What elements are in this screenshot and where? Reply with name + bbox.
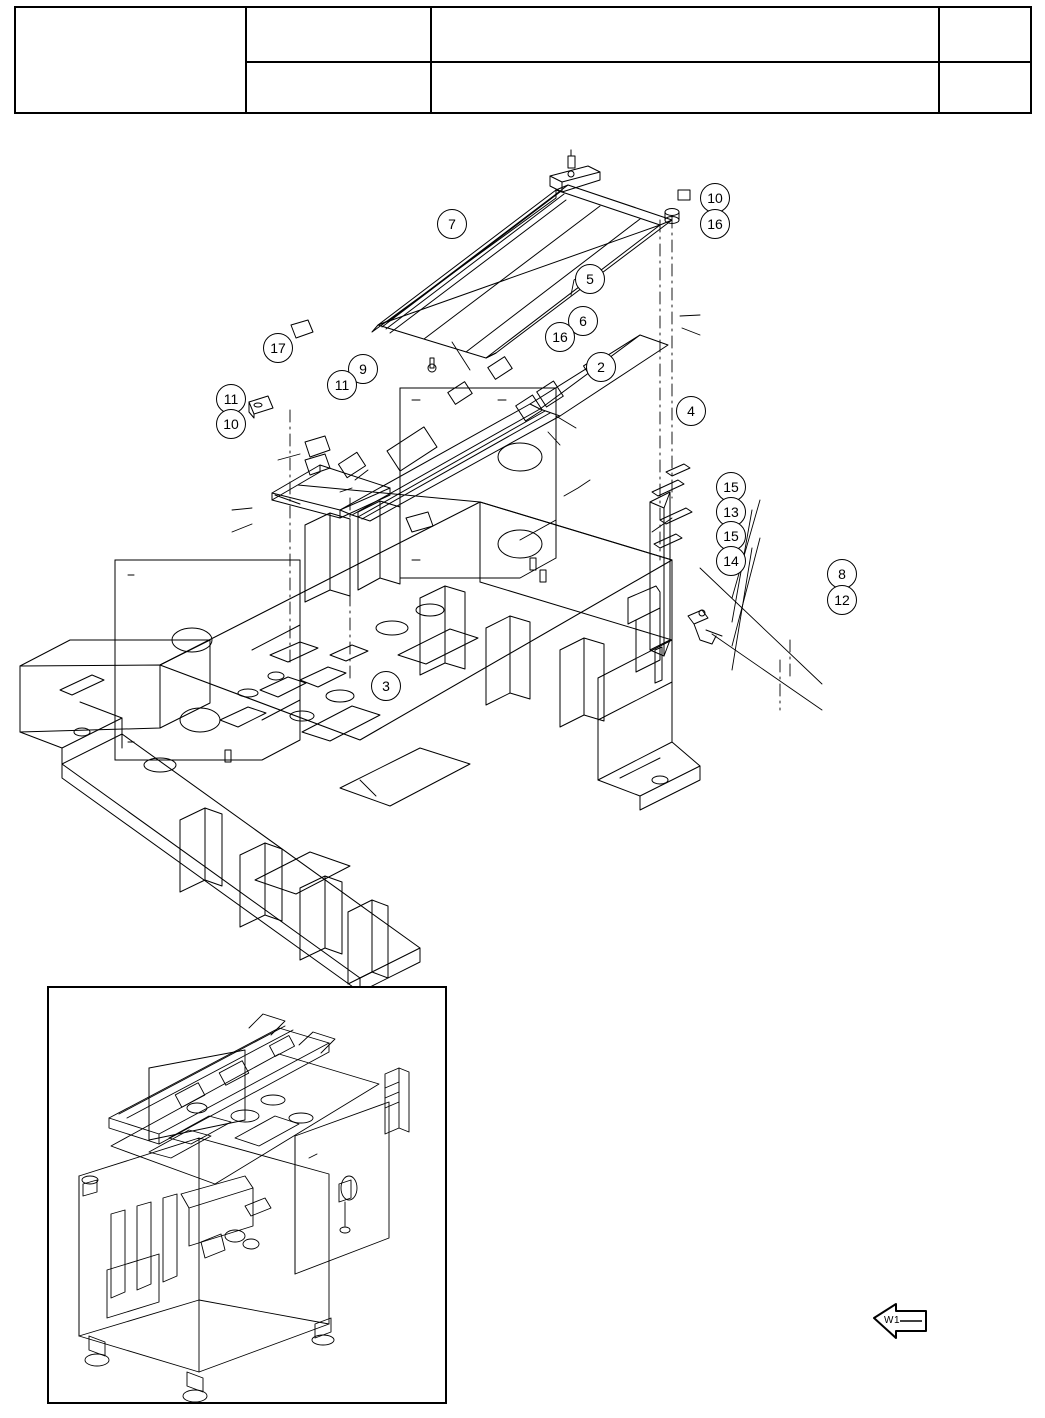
weld-symbol-label: W1 <box>884 1315 900 1326</box>
balloon-7[interactable]: 7 <box>437 209 467 239</box>
title-block-col-a-text <box>16 8 245 16</box>
title-block-col-b-top <box>247 8 430 61</box>
exploded-assembly-drawing <box>0 120 1045 1000</box>
title-block-col-d-top-text <box>940 8 1030 16</box>
balloon-11-a[interactable]: 11 <box>327 370 357 400</box>
balloon-8[interactable]: 8 <box>827 559 857 589</box>
title-block-col-qty <box>940 8 1030 112</box>
title-block-col-c-top-text <box>432 8 938 16</box>
assembled-view-inset <box>47 986 447 1404</box>
balloon-2[interactable]: 2 <box>586 352 616 382</box>
weld-symbol-arrow <box>870 1298 930 1344</box>
title-block-col-b-bottom <box>247 61 430 114</box>
cylinder-assembly <box>628 464 722 683</box>
balloon-17[interactable]: 17 <box>263 333 293 363</box>
balloon-11-b[interactable]: 11 <box>216 384 246 414</box>
balloon-16-a[interactable]: 16 <box>700 209 730 239</box>
title-block-col-b-top-text <box>247 8 430 16</box>
bracket-item-5 <box>550 150 600 192</box>
balloon-15-b[interactable]: 15 <box>716 521 746 551</box>
assembled-view-svg <box>49 988 445 1402</box>
title-block-col-d-top <box>940 8 1030 61</box>
title-block-col-description <box>432 8 940 112</box>
side-cover-left-item-3 <box>115 560 300 762</box>
balloon-9[interactable]: 9 <box>348 354 378 384</box>
balloon-15-a[interactable]: 15 <box>716 472 746 502</box>
title-block-col-c-top <box>432 8 938 61</box>
title-block-col-d-bottom <box>940 61 1030 114</box>
balloon-13[interactable]: 13 <box>716 497 746 527</box>
base-frame <box>20 485 700 992</box>
title-block-col-c-bottom <box>432 61 938 114</box>
title-block-col-item <box>247 8 432 112</box>
balloon-14[interactable]: 14 <box>716 546 746 576</box>
title-block-row-divider <box>247 61 1030 63</box>
balloon-10-b[interactable]: 10 <box>216 409 246 439</box>
balloon-12[interactable]: 12 <box>827 585 857 615</box>
title-block-col-drawing-no <box>16 8 247 112</box>
balloon-4[interactable]: 4 <box>676 396 706 426</box>
side-cover-right-item-4 <box>400 358 556 582</box>
rail-beam-upper <box>272 185 672 521</box>
balloon-5[interactable]: 5 <box>575 264 605 294</box>
balloon-10-a[interactable]: 10 <box>700 183 730 213</box>
title-block <box>14 6 1032 114</box>
balloon-6[interactable]: 6 <box>568 306 598 336</box>
balloon-3[interactable]: 3 <box>371 671 401 701</box>
balloon-16-b[interactable]: 16 <box>545 322 575 352</box>
weld-symbol-svg <box>870 1298 930 1344</box>
drawing-svg <box>0 120 1045 1000</box>
